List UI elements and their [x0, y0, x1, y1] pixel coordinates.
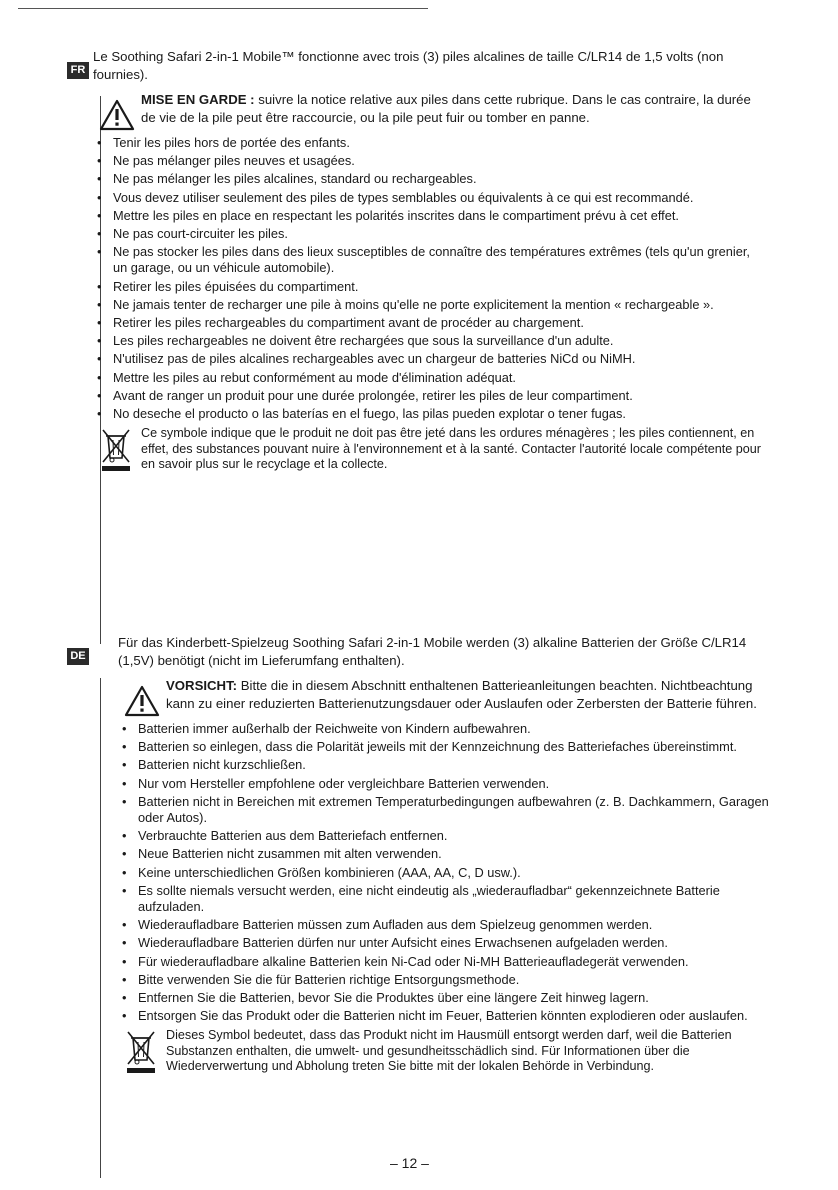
- bullet-dot-icon: •: [97, 369, 102, 385]
- bullet-dot-icon: •: [97, 315, 102, 331]
- fr-bullet-text: Retirer les piles épuisées du compartiment.: [113, 278, 359, 294]
- bullet-dot-icon: •: [97, 406, 102, 422]
- fr-bullet-text: Mettre les piles en place en respectant les polarités inscrites dans le compartiment prévu à cet effet.: [113, 207, 679, 223]
- bullet-dot-icon: •: [122, 721, 127, 736]
- crossed-out-bin-icon: [126, 1030, 156, 1074]
- bullet-dot-icon: •: [97, 387, 102, 403]
- warning-triangle-icon: [124, 685, 160, 717]
- de-bullet-text: Batterien nicht in Bereichen mit extremen Temperaturbedingungen aufbewahren (z. B. Dachkammern, Garagen oder Autos).: [138, 793, 769, 826]
- bullet-dot-icon: •: [122, 864, 127, 880]
- fr-bullet-item: [93, 171, 763, 187]
- de-warning-block: [118, 677, 778, 713]
- bullet-dot-icon: •: [122, 882, 127, 898]
- fr-disposal-block: [93, 426, 763, 473]
- de-bullet-item: [118, 828, 778, 844]
- bullet-dot-icon: •: [97, 333, 102, 349]
- fr-language-badge: FR: [67, 62, 89, 79]
- de-bullet-text: Verbrauchte Batterien aus dem Batteriefach entfernen.: [138, 828, 448, 844]
- top-rule: [18, 8, 428, 9]
- de-bullet-text: Wiederaufladbare Batterien dürfen nur unter Aufsicht eines Erwachsenen aufgeladen werden.: [138, 935, 668, 951]
- fr-bullet-item: [93, 226, 763, 242]
- bullet-dot-icon: •: [122, 757, 127, 773]
- bullet-dot-icon: •: [97, 171, 102, 187]
- bullet-dot-icon: •: [122, 1008, 127, 1024]
- bullet-dot-icon: •: [122, 971, 127, 987]
- fr-bullet-item: [93, 190, 763, 206]
- de-bullet-text: Batterien nicht kurzschließen.: [138, 757, 306, 773]
- bullet-dot-icon: •: [122, 739, 127, 755]
- crossed-out-bin-icon: [101, 428, 131, 472]
- bullet-dot-icon: •: [97, 244, 102, 260]
- de-warning-text: Bitte die in diesem Abschnitt enthaltenen Batterieanleitungen beachten. Nichtbeachtung kann zu einer reduzierten Batterienutzungsdauer oder Auslaufen oder Zerbersten der Batterie führen.: [166, 678, 757, 711]
- fr-warning-block: [93, 91, 763, 127]
- fr-bullet-item: [93, 351, 763, 367]
- de-section: [118, 634, 778, 1075]
- fr-bullet-text: Ne pas mélanger les piles alcalines, standard ou rechargeables.: [113, 171, 477, 187]
- fr-bullet-item: [93, 333, 763, 349]
- de-bullet-text: Wiederaufladbare Batterien müssen zum Aufladen aus dem Spielzeug genommen werden.: [138, 917, 653, 933]
- de-bullet-item: [118, 972, 778, 988]
- de-bullet-text: Batterien so einlegen, dass die Polarität jeweils mit der Kennzeichnung des Batteriefaches übereinstimmt.: [138, 739, 737, 755]
- de-bullet-text: Nur vom Hersteller empfohlene oder vergleichbare Batterien verwenden.: [138, 775, 550, 791]
- fr-bullet-text: Tenir les piles hors de portée des enfants.: [113, 135, 350, 150]
- de-bullet-text: Bitte verwenden Sie die für Batterien richtige Entsorgungsmethode.: [138, 971, 520, 987]
- fr-bullet-item: [93, 406, 763, 422]
- fr-bullet-text: Ne pas stocker les piles dans des lieux susceptibles de connaître des températures extrêmes (tels qu'un grenier, un garage, ou un véhicule automobile).: [113, 244, 750, 276]
- fr-bullet-text: Avant de ranger un produit pour une durée prolongée, retirer les piles de leur compartiment.: [113, 387, 633, 403]
- de-bullet-text: Batterien immer außerhalb der Reichweite von Kindern aufbewahren.: [138, 721, 531, 736]
- fr-bullet-text: Ne jamais tenter de recharger une pile à moins qu'elle ne porte explicitement la mention « rechargeable ».: [113, 296, 714, 312]
- bullet-dot-icon: •: [97, 351, 102, 367]
- fr-bullet-item: [93, 370, 763, 386]
- fr-bullet-item: [93, 279, 763, 295]
- fr-bullet-item: [93, 153, 763, 169]
- fr-bullet-item: [93, 135, 763, 151]
- fr-disposal-text: Ce symbole indique que le produit ne doit pas être jeté dans les ordures ménagères ; les piles contiennent, en effet, des substances pouvant nuire à l'environnement et à la santé. Contacter l'autorité locale compétente pour en savoir plus sur le recyclage et la collecte.: [141, 426, 761, 472]
- de-bullet-item: [118, 954, 778, 970]
- fr-intro-text: Le Soothing Safari 2-in-1 Mobile™ fonctionne avec trois (3) piles alcalines de taille C/LR14 de 1,5 volts (non fournies).: [93, 49, 724, 82]
- fr-bullet-text: Mettre les piles au rebut conformément au mode d'élimination adéquat.: [113, 369, 516, 385]
- de-bullet-item: [118, 757, 778, 773]
- fr-bullet-text: Ne pas court-circuiter les piles.: [113, 226, 288, 242]
- fr-bullet-text: Retirer les piles rechargeables du compartiment avant de procéder au chargement.: [113, 315, 584, 331]
- bullet-dot-icon: •: [122, 846, 127, 862]
- bullet-dot-icon: •: [97, 207, 102, 223]
- fr-bullet-item: [93, 297, 763, 313]
- de-bullet-text: Es sollte niemals versucht werden, eine nicht eindeutig als „wiederaufladbar“ gekennzeichnete Batterie aufzuladen.: [138, 882, 720, 915]
- de-bullet-text: Für wiederaufladbare alkaline Batterien kein Ni-Cad oder Ni-MH Batterieaufladegerät verwenden.: [138, 953, 689, 969]
- de-bullet-text: Entsorgen Sie das Produkt oder die Batterien nicht im Feuer, Batterien könnten explodieren oder auslaufen.: [138, 1008, 748, 1024]
- fr-section: [93, 48, 763, 473]
- fr-warning-text: suivre la notice relative aux piles dans cette rubrique. Dans le cas contraire, la durée de vie de la pile peut être raccourcie, ou la pile peut fuir ou tomber en panne.: [141, 92, 751, 125]
- de-bullet-item: [118, 865, 778, 881]
- bullet-dot-icon: •: [97, 135, 102, 150]
- de-bullet-item: [118, 917, 778, 933]
- fr-bullet-text: Ne pas mélanger piles neuves et usagées.: [113, 153, 355, 169]
- bullet-dot-icon: •: [97, 296, 102, 312]
- de-bullet-item: [118, 721, 778, 737]
- bullet-dot-icon: •: [122, 793, 127, 809]
- de-bullet-text: Entfernen Sie die Batterien, bevor Sie die Produktes über eine längere Zeit hinweg lagern.: [138, 990, 649, 1006]
- de-bullet-item: [118, 794, 778, 826]
- de-intro-text: Für das Kinderbett-Spielzeug Soothing Safari 2-in-1 Mobile werden (3) alkaline Batterien der Größe C/LR14 (1,5V) benötigt (nicht im Lieferumfang enthalten).: [118, 635, 747, 668]
- de-language-badge: DE: [67, 648, 89, 665]
- de-bullet-item: [118, 935, 778, 951]
- bullet-dot-icon: •: [122, 775, 127, 791]
- de-bullet-item: [118, 776, 778, 792]
- de-margin-rule: [100, 678, 101, 1178]
- fr-bullet-item: [93, 315, 763, 331]
- page-number: – 12 –: [390, 1155, 429, 1171]
- fr-warning-label: MISE EN GARDE :: [141, 92, 255, 107]
- de-bullet-text: Keine unterschiedlichen Größen kombinieren (AAA, AA, C, D usw.).: [138, 864, 521, 880]
- fr-bullet-text: Les piles rechargeables ne doivent être rechargées que sous la surveillance d'un adulte.: [113, 333, 614, 349]
- bullet-dot-icon: •: [122, 953, 127, 969]
- fr-bullet-text: N'utilisez pas de piles alcalines rechargeables avec un chargeur de batteries NiCd ou NiMH.: [113, 351, 636, 367]
- de-bullet-list: [118, 721, 778, 1024]
- bullet-dot-icon: •: [97, 278, 102, 294]
- bullet-dot-icon: •: [97, 226, 102, 242]
- fr-bullet-list: [93, 135, 763, 422]
- de-bullet-item: [118, 739, 778, 755]
- de-bullet-item: [118, 990, 778, 1006]
- bullet-dot-icon: •: [122, 917, 127, 933]
- de-bullet-item: [118, 1008, 778, 1024]
- de-warning-label: VORSICHT:: [166, 678, 238, 693]
- fr-bullet-item: [93, 244, 763, 276]
- bullet-dot-icon: •: [122, 990, 127, 1006]
- de-bullet-item: [118, 846, 778, 862]
- warning-triangle-icon: [99, 99, 135, 131]
- bullet-dot-icon: •: [97, 153, 102, 169]
- bullet-dot-icon: •: [122, 828, 127, 844]
- fr-bullet-text: No deseche el producto o las baterías en el fuego, las pilas pueden explotar o tener fugas.: [113, 406, 626, 422]
- de-bullet-text: Neue Batterien nicht zusammen mit alten verwenden.: [138, 846, 442, 862]
- bullet-dot-icon: •: [122, 935, 127, 951]
- bullet-dot-icon: •: [97, 189, 102, 205]
- fr-bullet-item: [93, 208, 763, 224]
- fr-bullet-item: [93, 388, 763, 404]
- de-disposal-block: [118, 1028, 778, 1075]
- de-bullet-item: [118, 883, 778, 915]
- fr-bullet-text: Vous devez utiliser seulement des piles de types semblables ou équivalents à ce qui est recommandé.: [113, 189, 694, 205]
- de-disposal-text: Dieses Symbol bedeutet, dass das Produkt nicht im Hausmüll entsorgt werden darf, weil die Batterien Substanzen enthalten, die umwelt- und gesundheitsschädlich sind. Für Informationen über die Wiederverwertung und Abholung treten Sie bitte mit der lokalen Behörde in Verbindung.: [166, 1028, 732, 1074]
